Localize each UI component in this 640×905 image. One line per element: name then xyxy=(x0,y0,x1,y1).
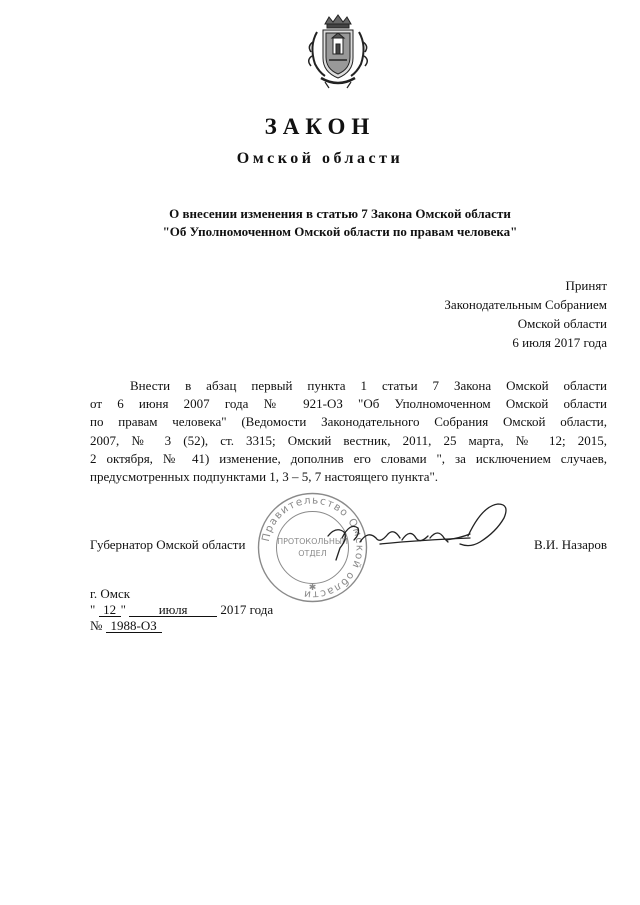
body-line: от 6 июня 2007 года № 921-ОЗ "Об Уполномоченном Омской области xyxy=(90,396,607,412)
date-month: июля xyxy=(129,603,217,617)
date-day: 12 xyxy=(99,603,121,617)
law-number: 1988-ОЗ xyxy=(106,619,162,633)
document-region: Омской области xyxy=(236,150,404,167)
date-quote-close: " xyxy=(120,602,126,617)
document-type: ЗАКОН xyxy=(264,114,376,139)
date-year: 2017 года xyxy=(220,602,274,617)
date-line xyxy=(90,602,273,618)
body-line: 2 октября, № 41) изменение, дополнив его словами ", за исключением случаев, xyxy=(90,450,607,466)
stamp-inner-text: ПРОТОКОЛЬНЫЙ xyxy=(277,537,348,546)
signatory-position: Губернатор Омской области xyxy=(90,537,246,552)
number-sign: № xyxy=(90,618,103,633)
body-line: предусмотренных подпунктами 1, 3 – 5, 7 настоящего пункта". xyxy=(90,469,439,485)
document-footer xyxy=(90,586,273,634)
adoption-line: Принят xyxy=(565,278,607,293)
body-line: по правам человека" (Ведомости Законодательного Собрания Омской области, xyxy=(90,414,607,430)
body-paragraph xyxy=(90,377,607,486)
city-line: г. Омск xyxy=(90,586,131,601)
date-quote-open: " xyxy=(90,602,96,617)
adoption-date: 6 июля 2017 года xyxy=(512,335,607,350)
body-line: 2007, № 3 (52), ст. 3315; Омский вестник, 2011, 25 марта, № 12; 2015, xyxy=(90,432,607,448)
svg-text:✱: ✱ xyxy=(308,582,317,592)
signature-icon xyxy=(320,498,535,578)
coat-of-arms-icon xyxy=(303,14,373,92)
body-line: Внести в абзац первый пункта 1 статьи 7 Закона Омской области xyxy=(130,378,607,393)
document-title-line: "Об Уполномоченном Омской области по правам человека" xyxy=(162,224,518,239)
document-title xyxy=(90,205,590,241)
signatory-name: В.И. Назаров xyxy=(533,537,607,552)
adoption-line: Омской области xyxy=(517,316,607,331)
stamp-inner-text: ОТДЕЛ xyxy=(298,549,327,558)
stamp-outer-text: Правительство Омской области xyxy=(259,494,366,601)
law-number-line xyxy=(90,618,273,634)
adoption-block xyxy=(444,276,607,352)
document-title-line: О внесении изменения в статью 7 Закона Омской области xyxy=(169,206,511,221)
adoption-line: Законодательным Собранием xyxy=(444,297,607,312)
